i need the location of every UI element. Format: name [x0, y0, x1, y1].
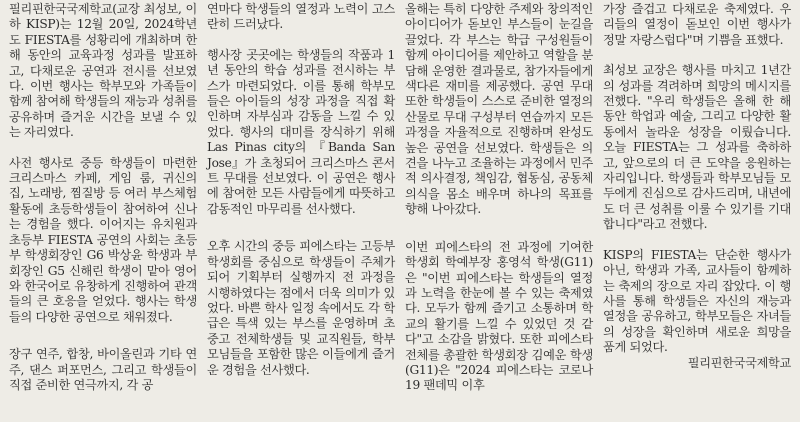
paragraph: 올해는 특히 다양한 주제와 창의적인 아이디어가 돋보인 부스들이 눈길을 끌었다. 각 부스는 학급 구성원들이 함께 아이디어를 제안하고 역할을 분담해 운영한 결과물로, 참가자들에게 색다른 재미를 제공했다. 공연 무대 또한 학생들이 스스로 준비한 열정의 산물로 무대 구성부터 연습까지 모든 과정을 자율적으로 진행하며 완성도 높은 공연을 선보였다. 학생들은 의견을 나누고 조율하는 과정에서 민주적 의사결정, 책임감, 협동심, 공동체 의식을 몸소 배우며 하나의 목표를 향해 나아갔다. — [405, 2, 593, 217]
paragraph: 필리핀한국국제학교(교장 최성보, 이하 KISP)는 12월 20일, 2024학년도 FIESTA를 성황리에 개최하며 한 해 동안의 교육과정 성과를 발표하고, 다채로운 공연과 전시를 선보였다. 이번 행사는 학부모와 가족들이 함께 참여해 학생들의 재능과 성취를 공유하며 즐거운 시간을 보낼 수 있는 자리였다. — [9, 2, 197, 140]
article-column-2 — [202, 2, 400, 422]
paragraph: KISP의 FIESTA는 단순한 행사가 아닌, 학생과 가족, 교사들이 함께하는 축제의 장으로 자리 잡았다. 이 행사를 통해 학생들은 자신의 재능과 열정을 공유하고, 학부모들은 자녀들의 성장을 확인하며 새로운 희망을 품게 되었다. — [603, 247, 791, 355]
paragraph: 연마다 학생들의 열정과 노력이 고스란히 드러났다. — [207, 2, 395, 32]
article-column-1 — [4, 2, 202, 422]
article-column-3 — [400, 2, 598, 422]
article-byline: 필리핀한국국제학교 — [687, 355, 791, 370]
paragraph: 최성보 교장은 행사를 마치고 1년간의 성과를 격려하며 희망의 메시지를 전했다. "우리 학생들은 올해 한 해 동안 학업과 예술, 그리고 다양한 활동에서 놀라운 성장을 이뤘습니다. 오늘 FIESTA는 그 성과를 축하하고, 앞으로의 더 큰 도약을 응원하는 자리입니다. 학생들과 학부모님들 모두에게 진심으로 감사드리며, 내년에도 더 큰 성취를 이룰 수 있기를 기대합니다"라고 전했다. — [603, 63, 791, 232]
paragraph: 장구 연주, 합창, 바이올린과 기타 연주, 댄스 퍼포먼스, 그리고 학생들이 직접 준비한 연극까지, 각 공 — [9, 347, 197, 392]
paragraph: 오후 시간의 중등 피에스타는 고등부 학생회를 중심으로 학생들이 주체가 되어 기획부터 실행까지 전 과정을 시행하였다는 점에서 더욱 의미가 있었다. 바쁜 학사 일정 속에서도 각 학급은 특색 있는 부스를 운영하며 초중고 전체학생들 및 교직원들, 학부모님들을 포함한 많은 이들에게 즐거운 경험을 선사했다. — [207, 239, 395, 377]
article-column-4 — [598, 2, 796, 422]
paragraph: 이번 피에스타의 전 과정에 기여한 학생회 학예부장 홍영석 학생(G11)은 "이번 피에스타는 학생들의 열정과 노력을 한눈에 볼 수 있는 축제였다. 모두가 함께 즐기고 소통하며 학교의 활기를 느낄 수 있었던 것 같다"고 소감을 밝혔다. 또한 피에스타 전체를 총괄한 학생회장 김예운 학생(G11)은 "2024 피에스타는 코로나19 팬데믹 이후 — [405, 239, 593, 393]
paragraph: 사전 행사로 중등 학생들이 마련한 크리스마스 카페, 게임 룸, 귀신의 집, 노래방, 찜질방 등 여러 부스체험 활동에 초등학생들이 참여하여 신나는 경험을 했다. 이어지는 유치원과 초등부 FIESTA 공연의 사회는 초등부 학생회장인 G6 박상윤 학생과 부회장인 G5 신해린 학생이 맡아 영어와 한국어로 유창하게 진행하여 관객들의 큰 호응을 얻었다. 행사는 학생들의 다양한 공연으로 채워졌다. — [9, 155, 197, 324]
paragraph: 가장 즐겁고 다채로운 축제였다. 우리들의 열정이 돋보인 이번 행사가 정말 자랑스럽다"며 기쁨을 표했다. — [603, 2, 791, 47]
paragraph: 행사장 곳곳에는 학생들의 작품과 1년 동안의 학습 성과를 전시하는 부스가 마련되었다. 이를 통해 학부모들은 아이들의 성장 과정을 직접 확인하며 자부심과 감동을 느낄 수 있었다. 행사의 대미를 장식하기 위해 Las Pinas city의 『Banda San Jose』가 초청되어 크리스마스 콘서트 무대를 선보였다. 이 공연은 행사에 참여한 모든 사람들에게 따뜻하고 감동적인 마무리를 선사했다. — [207, 47, 395, 216]
